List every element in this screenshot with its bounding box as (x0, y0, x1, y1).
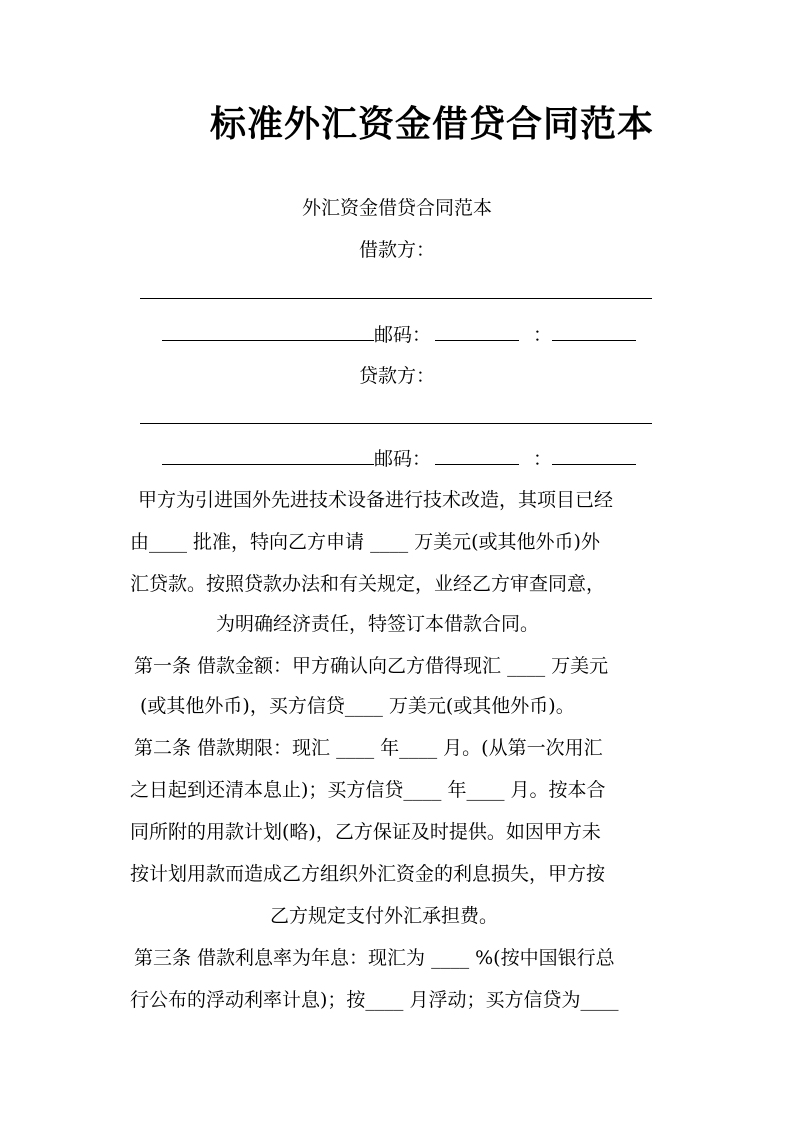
body-line: 乙方规定支付外汇承担费。 (270, 905, 499, 927)
lender-phone-blank (552, 446, 636, 465)
borrower-address-blank (162, 322, 374, 341)
borrower-colon: ： (533, 324, 553, 346)
borrower-phone-blank (552, 322, 636, 341)
lender-colon: ： (533, 448, 553, 470)
document-subtitle: 外汇资金借贷合同范本 (301, 197, 492, 219)
body-line: 甲方为引进国外先进技术设备进行技术改造，其项目已经 (138, 489, 614, 511)
lender-postcode-row (162, 446, 636, 471)
lender-address-blank (162, 446, 374, 465)
body-line: 第二条 借款期限：现汇 ____ 年____ 月。(从第一次用汇 (134, 737, 603, 759)
borrower-postcode-blank (435, 322, 519, 341)
borrower-postcode-row (162, 322, 636, 347)
borrower-label: 借款方： (358, 239, 435, 261)
body-line: 汇贷款。按照贷款办法和有关规定，业经乙方审查同意， (130, 573, 606, 595)
lender-label: 贷款方： (358, 365, 435, 387)
borrower-postcode-label: 邮码： (374, 324, 432, 346)
body-line: 按计划用款而造成乙方组织外汇资金的利息损失，甲方按 (130, 863, 606, 885)
body-line: 由____ 批准，特向乙方申请 ____ 万美元(或其他外币)外 (130, 531, 600, 553)
lender-postcode-blank (435, 446, 519, 465)
document-title: 标准外汇资金借贷合同范本 (209, 103, 654, 145)
body-line: 之日起到还清本息止)；买方信贷____ 年____ 月。按本合 (130, 779, 606, 801)
body-line: 行公布的浮动利率计息)；按____ 月浮动；买方信贷为____ (130, 989, 619, 1011)
lender-blank-line (140, 423, 652, 424)
body-line: (或其他外币)，买方信贷____ 万美元(或其他外币)。 (140, 695, 575, 717)
body-line: 第三条 借款利息率为年息：现汇为 ____ %(按中国银行总 (134, 947, 615, 969)
body-line: 同所附的用款计划(略)，乙方保证及时提供。如因甲方未 (130, 821, 601, 843)
body-line: 第一条 借款金额：甲方确认向乙方借得现汇 ____ 万美元 (134, 655, 609, 677)
borrower-blank-line (140, 298, 652, 299)
body-line: 为明确经济责任，特签订本借款合同。 (216, 613, 540, 635)
lender-postcode-label: 邮码： (374, 448, 432, 470)
